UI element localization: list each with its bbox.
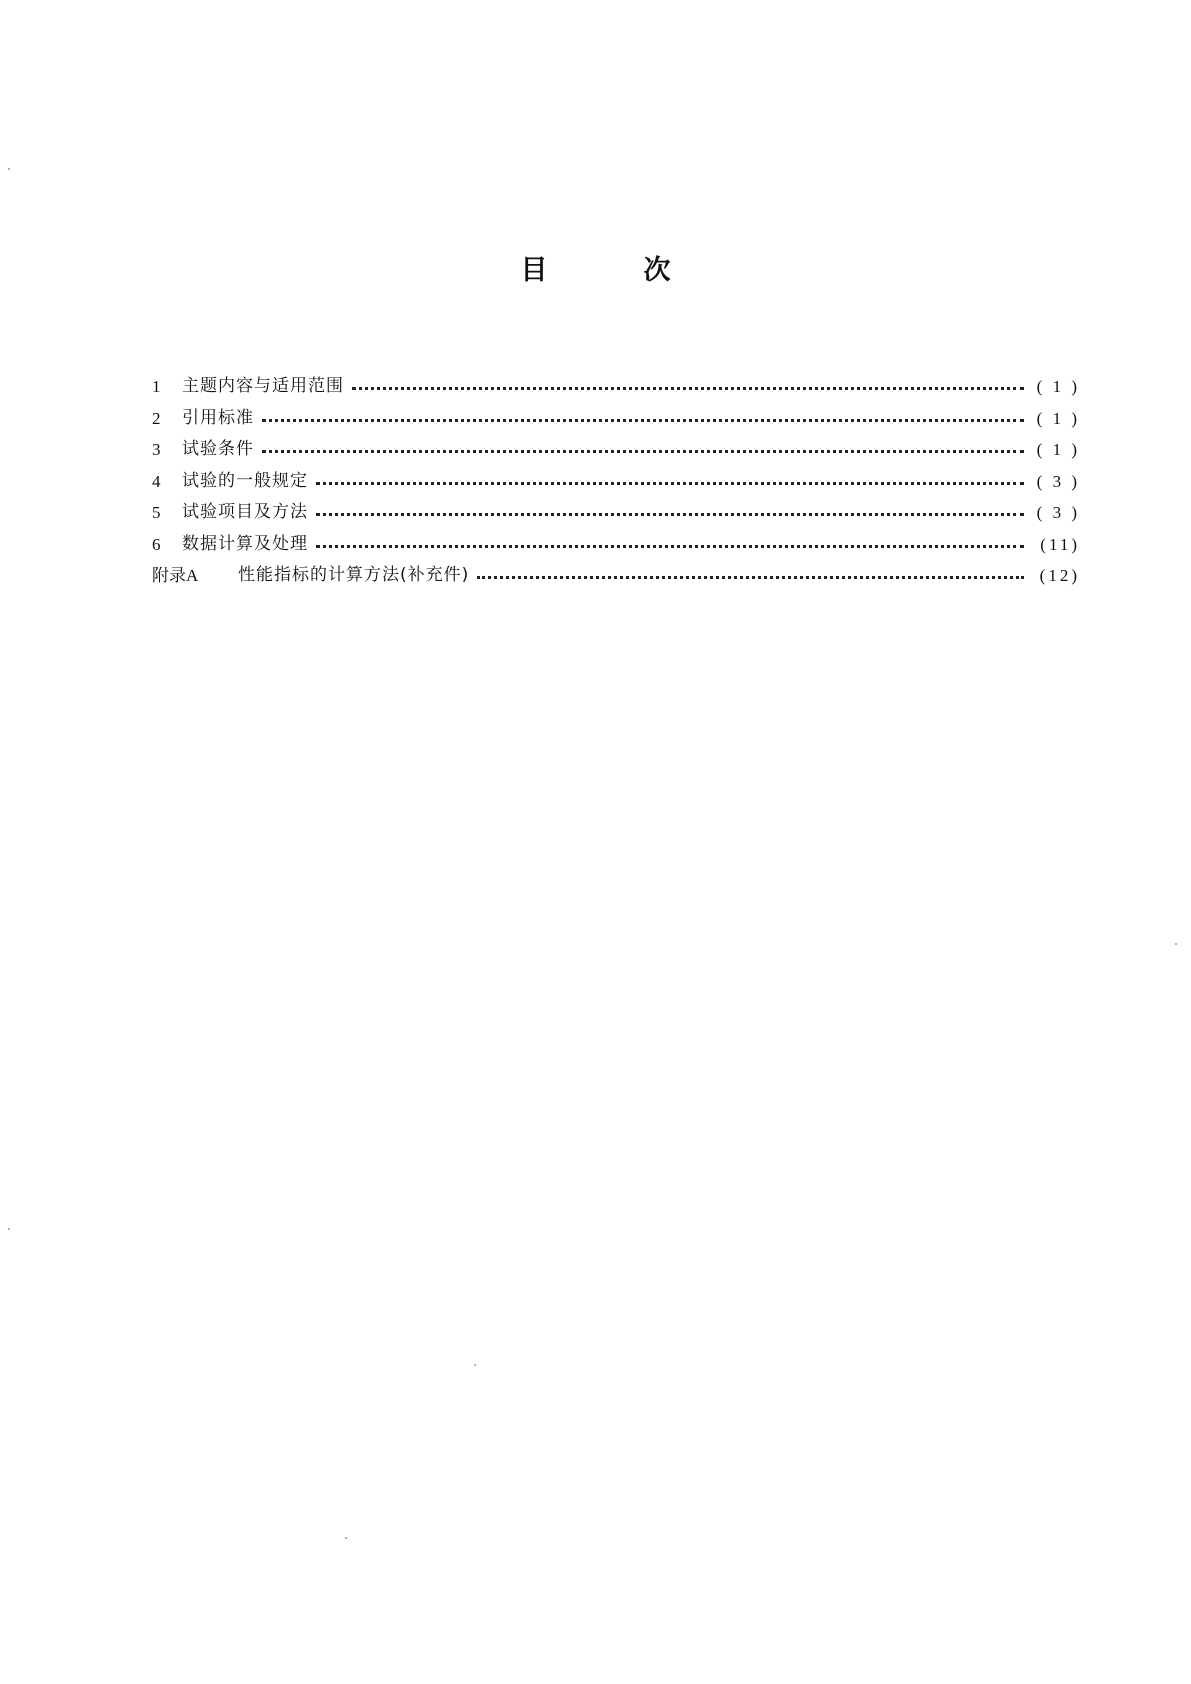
toc-entry-label: 试验项目及方法 (182, 502, 308, 522)
table-of-contents (152, 371, 1080, 592)
toc-entry-number: 5 (152, 503, 161, 522)
toc-entry-number: 6 (152, 534, 161, 554)
toc-leader-dots (262, 434, 1024, 466)
toc-entry-number: 2 (152, 408, 161, 428)
toc-entry-page: ( 1 ) (1036, 377, 1080, 396)
scan-speck (8, 1228, 10, 1230)
toc-entry-number: 3 (152, 440, 161, 459)
toc-entry-page: ( 3 ) (1036, 503, 1080, 522)
title-char-1: 目 (520, 255, 548, 286)
scan-speck (1175, 943, 1177, 945)
toc-leader-dots (316, 466, 1024, 498)
toc-entry-label: 引用标准 (182, 407, 254, 428)
toc-leader-dots (352, 371, 1024, 403)
scan-speck (8, 168, 10, 170)
toc-entry-label: 数据计算及处理 (182, 533, 308, 554)
toc-entry-number: 4 (152, 471, 161, 491)
toc-entry-label: 主题内容与适用范围 (182, 376, 344, 396)
page-title (0, 248, 1191, 287)
toc-entry[interactable] (152, 466, 1080, 498)
toc-leader-dots (477, 560, 1024, 592)
toc-entry-page: (11) (1040, 534, 1080, 554)
toc-entry-appendix[interactable] (152, 560, 1080, 592)
toc-entry[interactable] (152, 403, 1080, 435)
scan-speck (474, 1364, 476, 1366)
toc-leader-dots (262, 403, 1024, 435)
toc-leader-dots (316, 529, 1024, 561)
toc-leader-dots (316, 497, 1024, 529)
scan-speck (345, 1537, 347, 1539)
toc-entry-label: 试验的一般规定 (182, 470, 308, 491)
toc-entry[interactable] (152, 529, 1080, 561)
toc-entry-page: ( 3 ) (1036, 471, 1080, 491)
toc-entry[interactable] (152, 497, 1080, 529)
toc-entry-page: ( 1 ) (1036, 440, 1080, 459)
toc-entry-page: (12) (1039, 566, 1080, 585)
toc-entry-label: 性能指标的计算方法(补充件) (238, 565, 470, 585)
title-char-2: 次 (643, 255, 671, 286)
toc-entry-page: ( 1 ) (1036, 408, 1080, 428)
toc-entry-label: 试验条件 (182, 439, 254, 459)
toc-entry[interactable] (152, 434, 1080, 466)
toc-entry[interactable] (152, 371, 1080, 403)
toc-entry-number: 1 (152, 377, 161, 396)
toc-entry-number: 附录A (152, 566, 199, 585)
